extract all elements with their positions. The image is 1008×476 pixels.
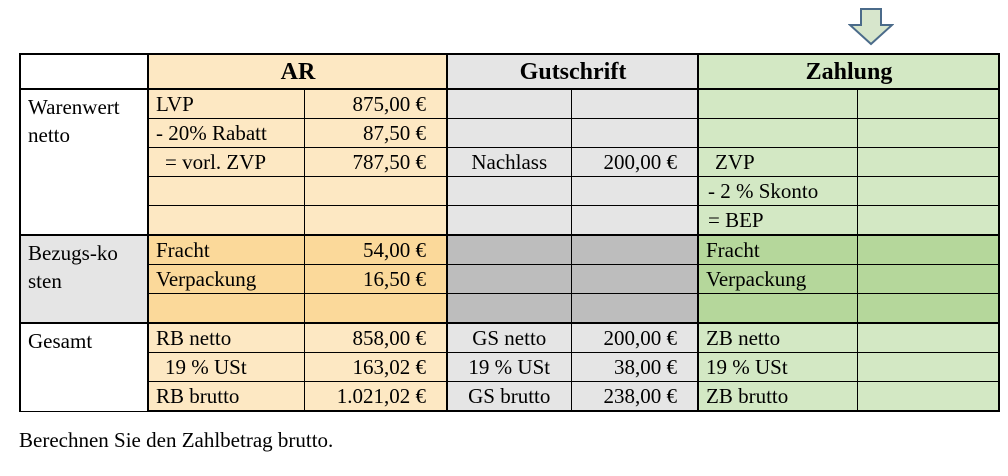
zl-value [857, 119, 999, 148]
section-label-bezugskosten-text: Bezugs-kosten [28, 241, 118, 293]
ar-value: 858,00 € [304, 323, 447, 353]
gs-label [447, 89, 571, 119]
ar-label [148, 177, 304, 206]
ar-value: 1.021,02 € [304, 382, 447, 412]
zl-value [857, 382, 999, 412]
zl-label: = BEP [698, 206, 857, 236]
ar-value [304, 294, 447, 324]
section-label-warenwert: Warenwert netto [20, 89, 148, 235]
gs-empty-cell [447, 294, 571, 324]
zl-label: Fracht [698, 235, 857, 265]
gs-value [571, 119, 698, 148]
section-label-gesamt: Gesamt [20, 323, 148, 411]
zl-value [857, 206, 999, 236]
task-question: Berechnen Sie den Zahlbetrag brutto. [19, 428, 334, 452]
ar-label: Fracht [148, 235, 304, 265]
gs-label: 19 % USt [447, 353, 571, 382]
table-row [20, 119, 999, 148]
gs-value [571, 206, 698, 236]
header-zahlung: Zahlung [698, 54, 999, 89]
header-gutschrift: Gutschrift [447, 54, 698, 89]
zl-value [857, 323, 999, 353]
gs-label: GS brutto [447, 382, 571, 412]
down-arrow-icon [848, 8, 894, 46]
ar-label: = vorl. ZVP [148, 148, 304, 177]
ar-label: 19 % USt [148, 353, 304, 382]
table-row [20, 235, 999, 265]
gs-empty-cell [571, 265, 698, 294]
gs-empty-cell [571, 235, 698, 265]
gs-empty-cell [447, 265, 571, 294]
ar-label: - 20% Rabatt [148, 119, 304, 148]
ar-value [304, 206, 447, 236]
ar-label: RB brutto [148, 382, 304, 412]
zl-label: 19 % USt [698, 353, 857, 382]
table-row [20, 353, 999, 382]
table-row [20, 323, 999, 353]
gs-label [447, 119, 571, 148]
ar-label [148, 294, 304, 324]
zl-label: Verpackung [698, 265, 857, 294]
ar-value: 16,50 € [304, 265, 447, 294]
gs-empty-cell [571, 294, 698, 324]
gs-empty-cell [447, 235, 571, 265]
table-row [20, 206, 999, 236]
ar-label: RB netto [148, 323, 304, 353]
gs-value [571, 177, 698, 206]
ar-value: 787,50 € [304, 148, 447, 177]
table-row [20, 294, 999, 324]
zl-label [698, 119, 857, 148]
zl-label: ZB brutto [698, 382, 857, 412]
header-ar: AR [148, 54, 447, 89]
zl-value [857, 353, 999, 382]
ar-label: Verpackung [148, 265, 304, 294]
zl-value [857, 265, 999, 294]
zl-value [857, 177, 999, 206]
zl-label: ZVP [698, 148, 857, 177]
ar-value [304, 177, 447, 206]
ar-label: LVP [148, 89, 304, 119]
zl-label: - 2 % Skonto [698, 177, 857, 206]
gs-label [447, 177, 571, 206]
header-row [20, 54, 999, 89]
ar-value: 54,00 € [304, 235, 447, 265]
zl-value [857, 89, 999, 119]
calculation-table [19, 53, 1000, 412]
gs-label: GS netto [447, 323, 571, 353]
table-row [20, 382, 999, 412]
gs-value: 200,00 € [571, 323, 698, 353]
table-row [20, 177, 999, 206]
zl-value [857, 294, 999, 324]
table-row [20, 265, 999, 294]
header-empty-cell [20, 54, 148, 89]
ar-label [148, 206, 304, 236]
section-label-bezugskosten [20, 235, 148, 323]
zl-value [857, 148, 999, 177]
gs-value [571, 89, 698, 119]
gs-value: 38,00 € [571, 353, 698, 382]
ar-value: 875,00 € [304, 89, 447, 119]
table-row [20, 148, 999, 177]
zl-label [698, 89, 857, 119]
gs-label [447, 206, 571, 236]
gs-value: 200,00 € [571, 148, 698, 177]
ar-value: 87,50 € [304, 119, 447, 148]
gs-label: Nachlass [447, 148, 571, 177]
table-row [20, 89, 999, 119]
zl-value [857, 235, 999, 265]
gs-value: 238,00 € [571, 382, 698, 412]
zl-label [698, 294, 857, 324]
ar-value: 163,02 € [304, 353, 447, 382]
zl-label: ZB netto [698, 323, 857, 353]
